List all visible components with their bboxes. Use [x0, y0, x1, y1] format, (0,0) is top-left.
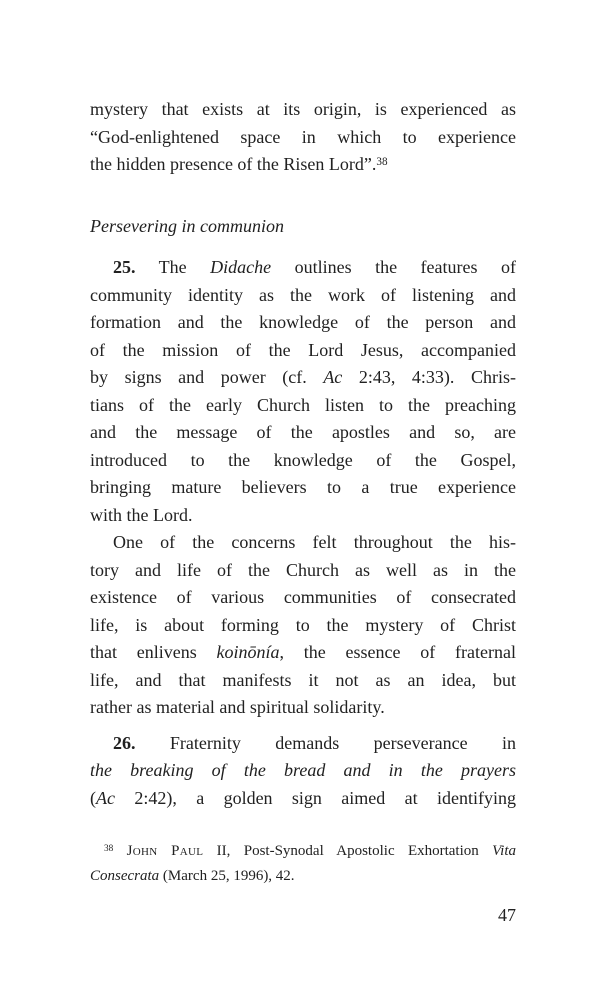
text-segment: Ac: [96, 787, 115, 808]
text-segment: formation and the knowledge of the person and: [90, 312, 516, 332]
paragraph: [90, 254, 516, 529]
text-segment: with the Lord.: [90, 504, 193, 525]
text-segment: (March 25, 1996), 42.: [159, 868, 295, 884]
paragraph: [90, 529, 516, 722]
text-segment: , the essence of fraternal: [279, 642, 516, 662]
text-line: [90, 447, 516, 475]
text-segment: outlines the features of: [271, 257, 516, 277]
text-segment: of the mission of the Lord Jesus, accompanied: [90, 339, 516, 360]
text-segment: by signs and power (cf.: [90, 367, 324, 387]
text-line: [90, 529, 516, 557]
text-segment: 2:43, 4:33). Chris-: [342, 367, 516, 387]
text-line: [90, 639, 516, 667]
paragraph: [90, 730, 516, 813]
text-segment: life, and that manifests it not as an idea, but: [90, 669, 516, 690]
text-segment: 2:42), a golden sign aimed at identifying: [114, 787, 516, 808]
text-segment: tians of the early Church listen to the preaching: [90, 394, 516, 415]
footnote: [90, 839, 516, 889]
text-segment: that enlivens: [90, 642, 217, 662]
text-segment: and the message of the apostles and so, are: [90, 422, 516, 442]
text-line: [90, 694, 516, 722]
text-line: [90, 96, 516, 124]
text-segment: “God-enlightened space in which to experience: [90, 126, 516, 147]
text-segment: 26.: [113, 732, 136, 753]
text-segment: existence of various communities of consecrated: [90, 587, 516, 607]
text-line: [90, 474, 516, 502]
text-line: [90, 282, 516, 310]
text-segment: (: [90, 787, 96, 808]
text-segment: The: [135, 257, 211, 277]
text-line: [90, 557, 516, 585]
text-segment: 38: [104, 843, 114, 854]
text-line: [90, 392, 516, 420]
text-segment: tory and life of the Church as well as in the: [90, 559, 516, 580]
text-segment: [113, 843, 126, 859]
text-segment: the breaking of the bread and in the prayers: [90, 760, 516, 780]
text-segment: John Paul: [126, 843, 204, 859]
text-block-container: [90, 96, 516, 889]
text-line: [90, 757, 516, 785]
text-segment: Vita: [492, 843, 516, 859]
text-line: [90, 785, 516, 813]
text-line: [90, 337, 516, 365]
text-line: [90, 612, 516, 640]
text-line: [90, 213, 516, 241]
text-line: [90, 309, 516, 337]
text-segment: introduced to the knowledge of the Gospel,: [90, 449, 516, 470]
text-segment: 25.: [113, 257, 136, 277]
text-line: [90, 730, 516, 758]
text-line: [90, 864, 516, 889]
text-line: [90, 124, 516, 152]
text-segment: the hidden presence of the Risen Lord”.: [90, 154, 377, 174]
text-column: [90, 96, 516, 926]
text-line: [90, 839, 516, 864]
text-segment: mystery that exists at its origin, is experienced as: [90, 99, 516, 119]
text-line: [90, 151, 516, 179]
text-segment: One of the concerns felt throughout the his-: [113, 532, 516, 552]
text-line: [90, 364, 516, 392]
text-segment: community identity as the work of listening and: [90, 284, 516, 305]
text-line: [90, 419, 516, 447]
text-segment: rather as material and spiritual solidarity.: [90, 697, 385, 717]
text-segment: Persevering in communion: [90, 215, 284, 236]
section-heading: [90, 213, 516, 241]
text-segment: bringing mature believers to a true experience: [90, 477, 516, 497]
text-segment: life, is about forming to the mystery of Christ: [90, 614, 516, 635]
text-segment: Fraternity demands perseverance in: [135, 732, 516, 753]
page-number: 47: [498, 905, 516, 925]
text-line: [90, 254, 516, 282]
text-line: [90, 502, 516, 530]
text-segment: II, Post-Synodal Apostolic Exhortation: [203, 843, 493, 859]
text-line: [90, 667, 516, 695]
text-segment: koinōnía: [216, 642, 280, 662]
text-segment: Ac: [323, 367, 343, 387]
text-segment: Consecrata: [90, 868, 160, 884]
text-segment: 38: [376, 155, 388, 168]
text-line: [90, 584, 516, 612]
paragraph: [90, 96, 516, 179]
text-segment: Didache: [210, 257, 272, 277]
